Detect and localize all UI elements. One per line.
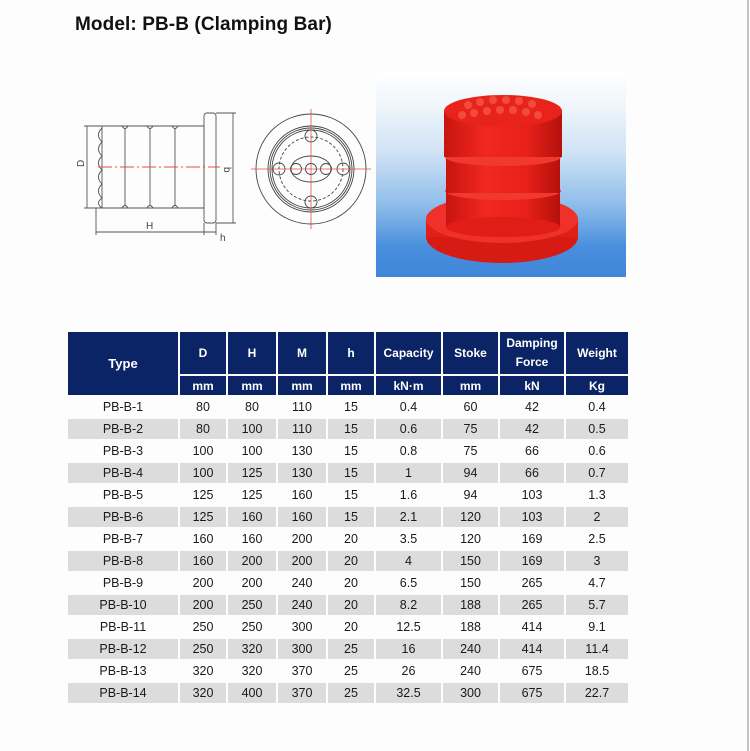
cell-capacity: 4 <box>376 551 441 571</box>
cell-type: PB-B-4 <box>68 463 178 483</box>
page-title: Model: PB-B (Clamping Bar) <box>75 14 332 35</box>
dimension-label-h: H <box>146 221 154 232</box>
cell-stoke: 94 <box>443 463 498 483</box>
cell-weight: 0.4 <box>588 400 606 414</box>
cell-stoke: 94 <box>463 488 478 502</box>
cell-type: PB-B-9 <box>102 576 144 590</box>
cell-d: 125 <box>192 488 214 502</box>
cell-d: 125 <box>180 507 226 527</box>
column-header-weight: Weight <box>566 332 628 374</box>
cell-d: 250 <box>192 620 214 634</box>
cell-weight: 3 <box>566 551 628 571</box>
cell-m: 110 <box>292 400 312 414</box>
cell-h: 125 <box>241 488 263 502</box>
column-header-type: Type <box>68 332 178 395</box>
specification-table <box>66 330 630 705</box>
cell-stoke: 60 <box>463 400 478 414</box>
cell-flange-h: 15 <box>344 488 358 502</box>
cell-capacity: 0.8 <box>399 444 418 458</box>
cell-stoke: 150 <box>443 551 498 571</box>
column-header-m: M <box>278 332 326 374</box>
cell-flange-h: 25 <box>344 664 358 678</box>
table-row <box>68 551 628 571</box>
cell-damping-force: 675 <box>521 664 543 678</box>
damping-label-line1: Damping <box>506 336 558 350</box>
cell-h: 100 <box>241 444 263 458</box>
cell-d: 320 <box>192 664 214 678</box>
table-row <box>68 573 628 593</box>
cell-flange-h: 25 <box>328 639 374 659</box>
page-edge-divider <box>747 0 749 751</box>
cell-stoke: 120 <box>443 507 498 527</box>
cell-h: 320 <box>241 664 263 678</box>
table-row <box>68 529 628 549</box>
cell-d: 100 <box>180 463 226 483</box>
cell-type: PB-B-14 <box>68 683 178 703</box>
cell-capacity: 12.5 <box>396 620 421 634</box>
unit-flange-h: mm <box>328 376 374 395</box>
table-row <box>68 463 628 483</box>
cell-damping-force: 169 <box>500 551 564 571</box>
cell-flange-h: 15 <box>328 419 374 439</box>
unit-stoke: mm <box>443 376 498 395</box>
cell-damping-force: 414 <box>500 639 564 659</box>
cell-type: PB-B-7 <box>102 532 144 546</box>
cell-stoke: 75 <box>463 444 478 458</box>
cell-capacity: 1.6 <box>399 488 418 502</box>
column-header-stoke: Stoke <box>443 332 498 374</box>
cell-m: 160 <box>278 507 326 527</box>
unit-m: mm <box>278 376 326 395</box>
table-row <box>68 485 628 505</box>
cell-type: PB-B-8 <box>68 551 178 571</box>
column-header-flange-h: h <box>328 332 374 374</box>
cell-h: 200 <box>241 576 263 590</box>
cell-weight: 9.1 <box>588 620 606 634</box>
cell-capacity: 1 <box>376 463 441 483</box>
dimension-label-m: b <box>221 167 232 173</box>
cell-flange-h: 20 <box>344 532 358 546</box>
cell-h: 160 <box>241 532 263 546</box>
cell-capacity: 6.5 <box>399 576 418 590</box>
cell-weight: 2.5 <box>588 532 606 546</box>
cell-capacity: 3.5 <box>399 532 418 546</box>
cell-h: 250 <box>228 595 276 615</box>
cell-flange-h: 15 <box>344 400 358 414</box>
side-view-drawing <box>70 95 250 245</box>
cell-h: 250 <box>241 620 263 634</box>
cell-weight: 22.7 <box>566 683 628 703</box>
cell-stoke: 120 <box>460 532 481 546</box>
cell-weight: 4.7 <box>588 576 606 590</box>
cell-stoke: 240 <box>443 639 498 659</box>
cell-h: 320 <box>228 639 276 659</box>
cell-type: PB-B-11 <box>99 620 147 634</box>
cell-flange-h: 20 <box>328 595 374 615</box>
dimension-label-d: D <box>76 159 87 167</box>
cell-stoke: 240 <box>460 664 481 678</box>
cell-m: 240 <box>278 595 326 615</box>
cell-m: 300 <box>278 639 326 659</box>
cell-h: 400 <box>228 683 276 703</box>
product-photo <box>376 71 626 277</box>
cell-weight: 0.5 <box>566 419 628 439</box>
cell-stoke: 75 <box>443 419 498 439</box>
cell-h: 125 <box>228 463 276 483</box>
front-view-drawing <box>245 95 375 245</box>
cell-type: PB-B-13 <box>99 664 147 678</box>
column-header-d: D <box>180 332 226 374</box>
cell-weight: 2 <box>566 507 628 527</box>
cell-m: 370 <box>278 683 326 703</box>
cell-m: 300 <box>291 620 313 634</box>
table-row <box>68 661 628 681</box>
cell-flange-h: 15 <box>328 507 374 527</box>
cell-m: 240 <box>291 576 313 590</box>
cell-type: PB-B-6 <box>68 507 178 527</box>
cell-type: PB-B-1 <box>102 400 144 414</box>
cell-type: PB-B-3 <box>102 444 144 458</box>
cell-damping-force: 42 <box>500 419 564 439</box>
table-row <box>68 639 628 659</box>
column-header-capacity: Capacity <box>376 332 441 374</box>
cell-damping-force: 66 <box>525 444 539 458</box>
cell-m: 160 <box>291 488 313 502</box>
table-row <box>68 397 628 417</box>
cell-h: 80 <box>245 400 259 414</box>
cell-damping-force: 265 <box>500 595 564 615</box>
cell-weight: 11.4 <box>566 639 628 659</box>
cell-m: 370 <box>291 664 313 678</box>
cell-m: 200 <box>278 551 326 571</box>
cell-d: 100 <box>192 444 214 458</box>
unit-capacity: kN·m <box>376 376 441 395</box>
cell-damping-force: 66 <box>500 463 564 483</box>
column-header-h: H <box>228 332 276 374</box>
cell-stoke: 150 <box>460 576 481 590</box>
cell-m: 130 <box>291 444 313 458</box>
cell-damping-force: 103 <box>521 488 543 502</box>
cell-d: 80 <box>196 400 210 414</box>
cell-capacity: 26 <box>401 664 416 678</box>
cell-damping-force: 265 <box>521 576 543 590</box>
cell-damping-force: 103 <box>500 507 564 527</box>
cell-m: 110 <box>278 419 326 439</box>
damping-label-line2: Force <box>515 355 549 369</box>
cell-flange-h: 20 <box>344 576 358 590</box>
cell-damping-force: 169 <box>521 532 543 546</box>
cell-m: 130 <box>278 463 326 483</box>
cell-stoke: 188 <box>443 595 498 615</box>
cell-flange-h: 20 <box>328 551 374 571</box>
cell-h: 200 <box>228 551 276 571</box>
cell-m: 200 <box>291 532 313 546</box>
table-row <box>68 507 628 527</box>
cell-d: 160 <box>180 551 226 571</box>
unit-d: mm <box>180 376 226 395</box>
cell-d: 200 <box>192 576 214 590</box>
unit-weight: Kg <box>566 376 628 395</box>
cell-d: 160 <box>192 532 214 546</box>
cell-weight: 0.6 <box>588 444 606 458</box>
cell-damping-force: 42 <box>525 400 539 414</box>
cell-flange-h: 25 <box>328 683 374 703</box>
cell-flange-h: 15 <box>328 463 374 483</box>
cell-weight: 18.5 <box>584 664 610 678</box>
cell-stoke: 188 <box>460 620 481 634</box>
cell-d: 200 <box>180 595 226 615</box>
cell-stoke: 300 <box>443 683 498 703</box>
table-row <box>68 441 628 461</box>
cell-type: PB-B-10 <box>68 595 178 615</box>
unit-h: mm <box>228 376 276 395</box>
cell-damping-force: 414 <box>521 620 543 634</box>
table-row <box>68 617 628 637</box>
unit-damping-force: kN <box>500 376 564 395</box>
dimension-label-flange-h: h <box>220 233 226 244</box>
cell-h: 100 <box>228 419 276 439</box>
cell-weight: 5.7 <box>566 595 628 615</box>
cell-capacity: 0.4 <box>399 400 418 414</box>
cell-capacity: 8.2 <box>376 595 441 615</box>
cell-flange-h: 15 <box>344 444 358 458</box>
cell-damping-force: 675 <box>500 683 564 703</box>
cell-d: 320 <box>180 683 226 703</box>
cell-capacity: 2.1 <box>376 507 441 527</box>
cell-capacity: 16 <box>376 639 441 659</box>
table-row <box>68 419 628 439</box>
table-body <box>68 397 628 703</box>
cell-type: PB-B-12 <box>68 639 178 659</box>
cell-capacity: 32.5 <box>376 683 441 703</box>
cell-h: 160 <box>228 507 276 527</box>
cell-capacity: 0.6 <box>376 419 441 439</box>
cell-weight: 1.3 <box>588 488 606 502</box>
column-header-damping-force <box>500 332 564 374</box>
cell-d: 250 <box>180 639 226 659</box>
cell-weight: 0.7 <box>566 463 628 483</box>
table-row <box>68 683 628 703</box>
cell-flange-h: 20 <box>344 620 358 634</box>
table-row <box>68 595 628 615</box>
cell-d: 80 <box>180 419 226 439</box>
cell-type: PB-B-5 <box>102 488 144 502</box>
cell-type: PB-B-2 <box>68 419 178 439</box>
